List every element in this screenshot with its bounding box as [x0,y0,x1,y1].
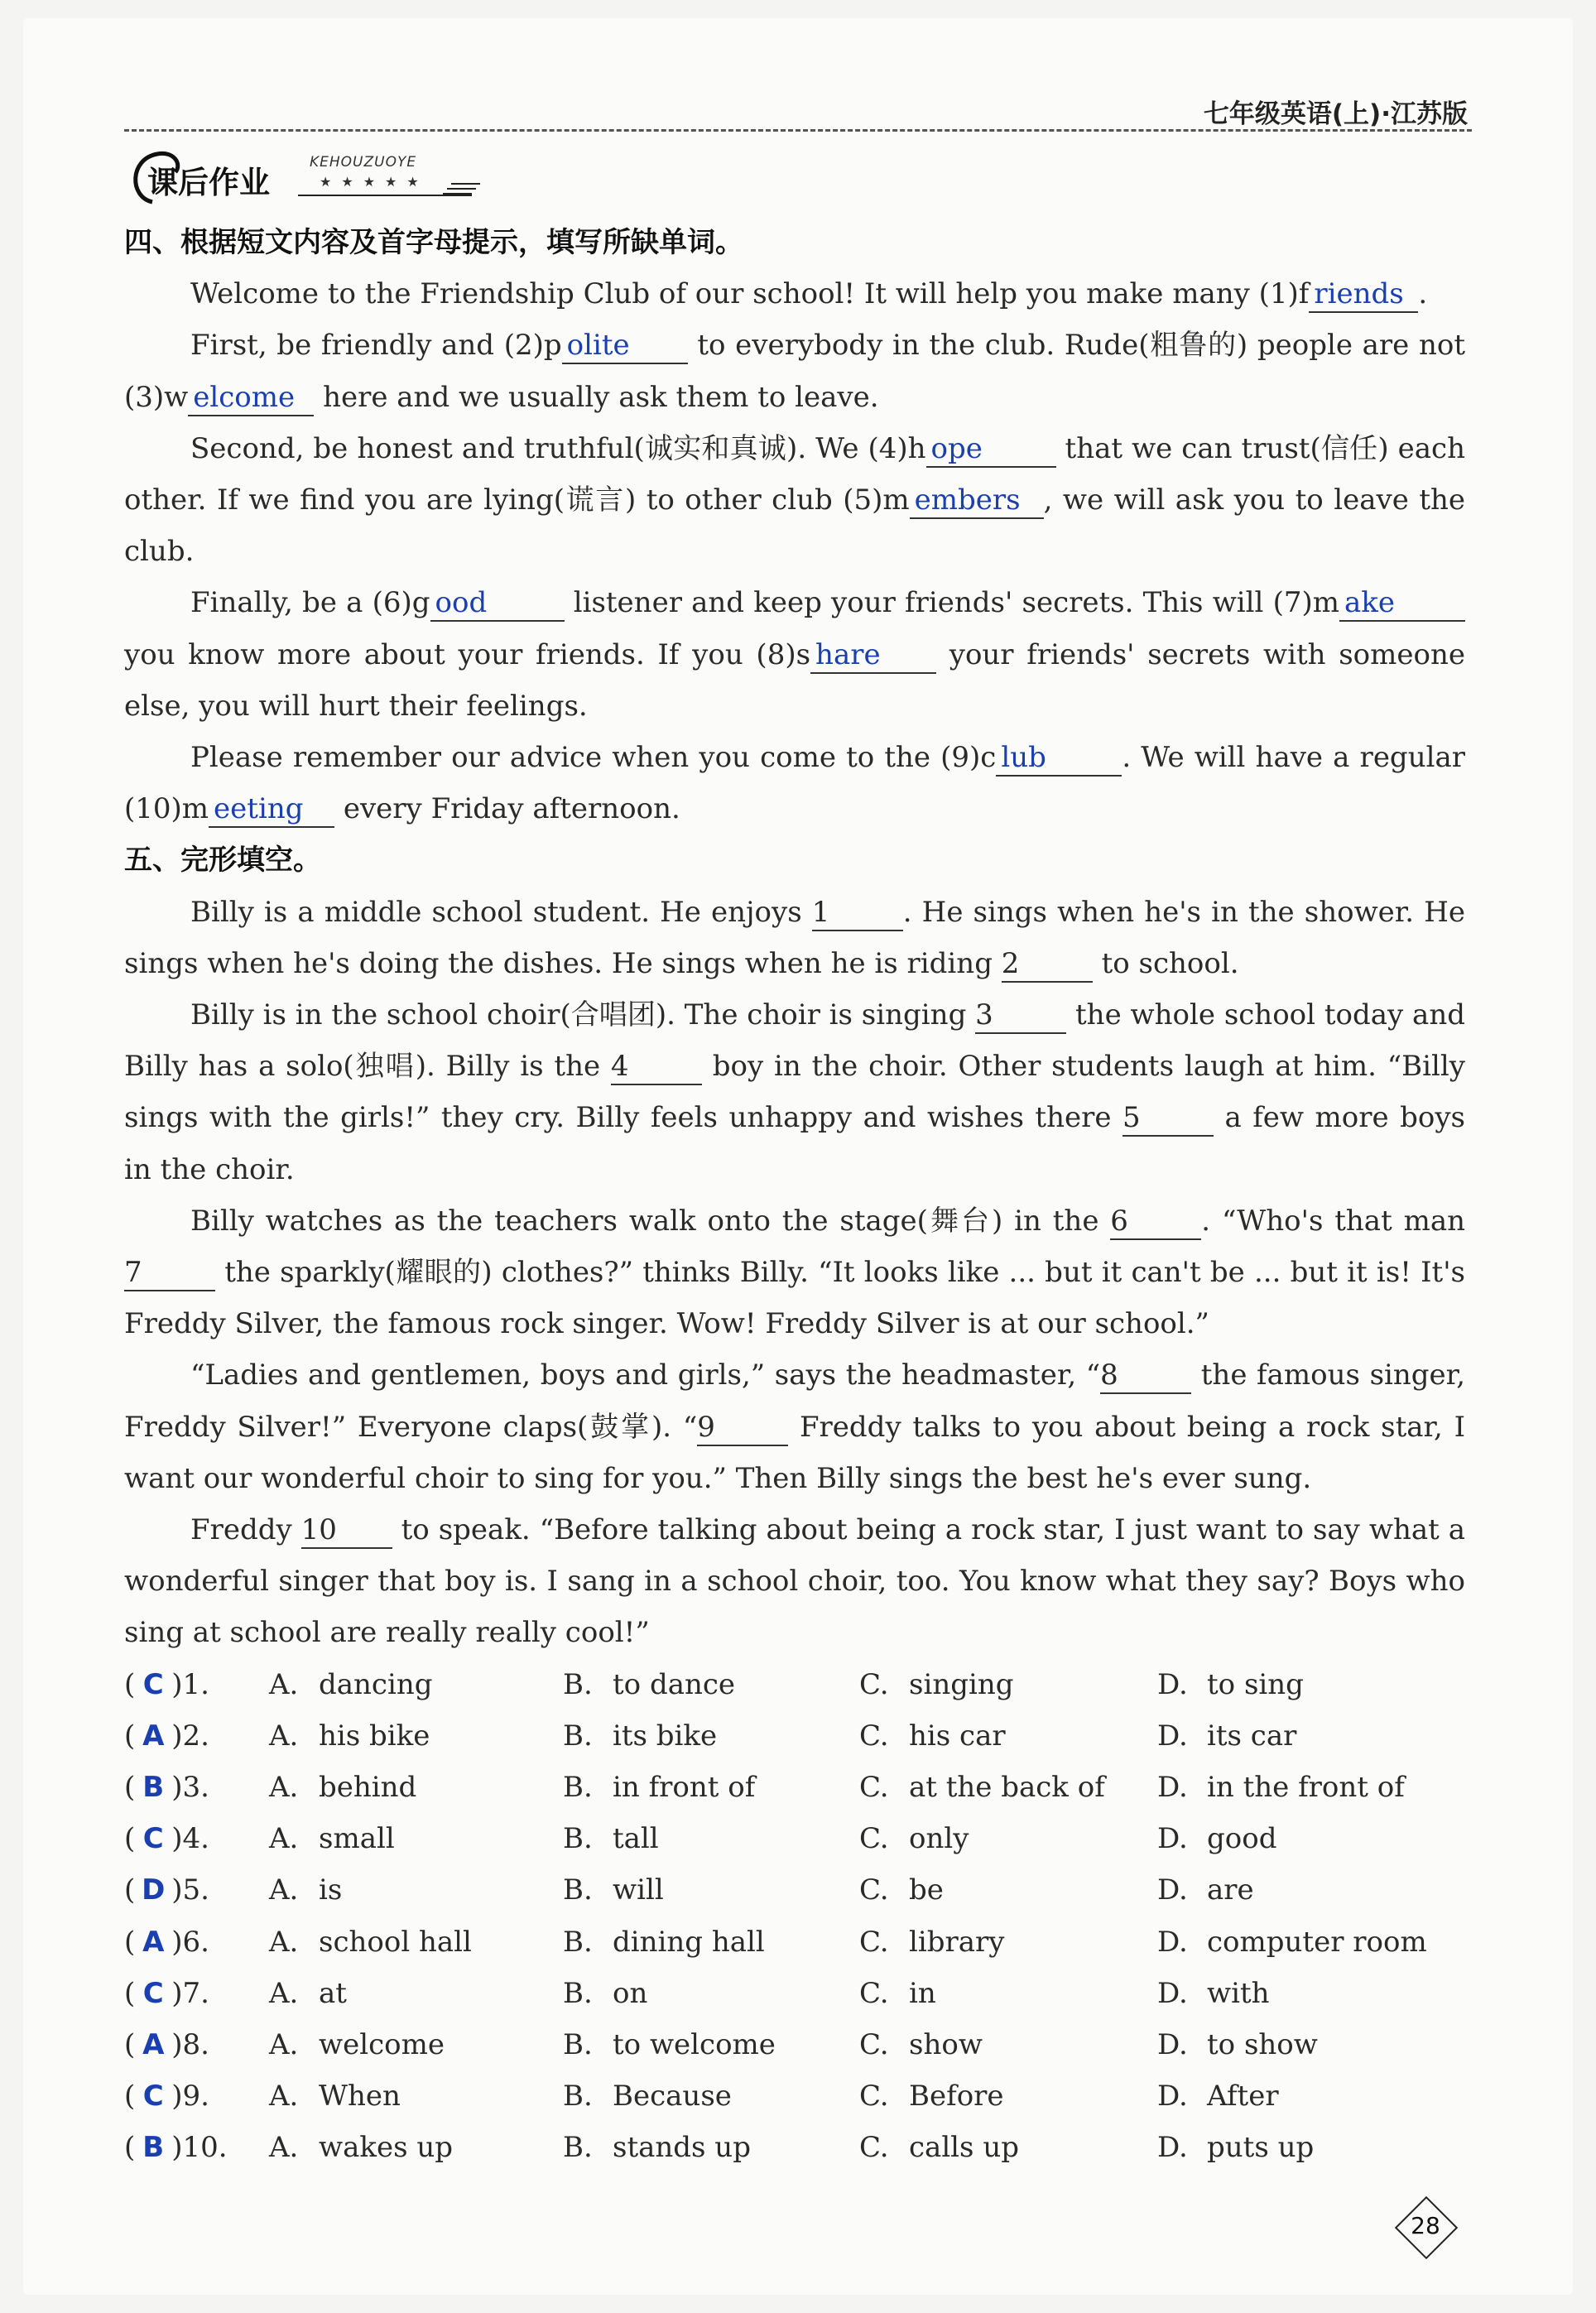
option-c[interactable]: calls up [909,2131,1019,2165]
worksheet-content [124,217,1465,2174]
question-row: ( C )1. A. dancing B. to dance C. singing D. to sing [124,1659,1465,1710]
cloze-paragraph: Freddy 10 to speak. “Before talking about being a rock star, I just want to say what a wonderful singer that boy is. I sang in a school choir, too. You know what they say? Boys who sing at school are really really cool!” [124,1513,1465,1650]
question-row: ( A )6. A. school hall B. dining hall C. library D. computer room [124,1916,1465,1968]
option-a[interactable]: dancing [319,1667,433,1701]
cloze-blank-8: 8 [1100,1358,1191,1394]
book-title: 七年级英语(上)·江苏版 [1203,99,1468,129]
answer-blank-10[interactable]: eeting [209,791,334,828]
selected-answer[interactable]: B [142,1771,165,1805]
option-a[interactable]: school hall [319,1925,472,1959]
paren-open: ( [124,2028,136,2061]
cloze-blank-7: 7 [124,1255,215,1291]
passage-paragraph: Welcome to the Friendship Club of our school! It will help you make many (1)f riends . [124,268,1465,320]
cloze-blank-5: 5 [1122,1100,1214,1137]
option-c[interactable]: be [909,1873,944,1907]
question-row: ( B )10. A. wakes up B. stands up C. calls up D. puts up [124,2122,1465,2173]
paren-open: ( [124,1976,136,2010]
cloze-blank-3: 3 [975,998,1066,1034]
section-4-heading: 四、根据短文内容及首字母提示，填写所缺单词。 [124,226,743,259]
answer-blank-3[interactable]: elcome [188,380,314,416]
options-list [124,1659,1465,2174]
cloze-paragraph: “Ladies and gentlemen, boys and girls,” says the headmaster, “8 the famous singer, Freddy Silver!” Everyone claps(鼓掌). “9 Freddy talks to you about being a rock star, I want our wonderful choir to sing for you.” Then Billy sings the best he's ever sung. [124,1358,1466,1495]
option-b[interactable]: stands up [613,2131,751,2165]
option-d[interactable]: puts up [1207,2131,1315,2165]
question-number: )4. [171,1822,209,1856]
banner-stars: ★★★★★ [320,174,429,190]
option-d[interactable]: to sing [1207,1667,1304,1701]
selected-answer[interactable]: A [142,2028,165,2061]
cloze-paragraph: Billy is in the school choir(合唱团). The choir is singing 3 the whole school today and Billy has a solo(独唱). Billy is the 4 boy in the choir. Other students laugh at him. “Billy sings with the girls!” they cry. Billy feels unhappy and wishes there 5 a few more boys in the choir. [124,998,1465,1186]
option-d[interactable]: its car [1207,1719,1297,1753]
option-d[interactable]: After [1207,2080,1279,2113]
cloze-blank-2: 2 [1002,946,1093,983]
option-b[interactable]: to dance [613,1667,736,1701]
option-b[interactable]: its bike [613,1719,718,1753]
passage-paragraph: Second, be honest and truthful(诚实和真诚). We (4)h ope that we can trust(信任) each other. If we find you are lying(谎言) to other club (5)m embers , we will ask you to leave the club. [124,431,1465,569]
selected-answer[interactable]: B [142,2131,165,2165]
question-row: ( A )2. A. his bike B. its bike C. his car D. its car [124,1710,1465,1762]
question-number: )3. [171,1771,209,1805]
answer-blank-7[interactable]: ake [1339,585,1465,622]
cloze-paragraph: Billy watches as the teachers walk onto the stage(舞台) in the 6 . “Who's that man 7 the sparkly(耀眼的) clothes?” thinks Billy. “It looks like ... but it can't be ... but it is! It's Freddy Silver, the famous rock singer. Wow! Freddy Silver is at our school.” [124,1204,1465,1341]
answer-blank-6[interactable]: ood [430,585,565,622]
section-5-heading: 五、完形填空。 [124,844,321,878]
question-number: )9. [171,2080,209,2113]
option-b[interactable]: will [613,1873,664,1907]
option-a[interactable]: wakes up [319,2131,454,2165]
option-a[interactable]: When [319,2080,401,2113]
option-b[interactable]: dining hall [613,1925,765,1959]
paren-open: ( [124,1873,136,1907]
selected-answer[interactable]: C [142,1822,164,1856]
option-c[interactable]: his car [909,1719,1006,1753]
page-number: 28 [1411,2212,1440,2239]
passage-paragraph: First, be friendly and (2)p olite to everybody in the club. Rude(粗鲁的) people are not (3)w elcome here and we usually ask them to leave. [124,320,1465,422]
paren-open: ( [124,2080,136,2113]
selected-answer[interactable]: C [142,1976,164,2010]
paren-open: ( [124,1667,136,1701]
cloze-blank-9: 9 [697,1410,788,1446]
option-a[interactable]: welcome [319,2028,445,2061]
option-a[interactable]: at [319,1976,347,2010]
option-c[interactable]: only [909,1822,969,1856]
option-d[interactable]: good [1207,1822,1277,1856]
selected-answer[interactable]: A [142,1719,165,1753]
page-number-badge [1396,2197,1455,2257]
selected-answer[interactable]: C [142,2080,164,2113]
cloze-blank-10: 10 [301,1512,392,1549]
option-b[interactable]: to welcome [613,2028,776,2061]
option-a[interactable]: small [319,1822,395,1856]
passage-paragraph: Please remember our advice when you come to the (9)c lub . We will have a regular (10)m eeting every Friday afternoon. [124,732,1465,834]
passage-paragraph: Finally, be a (6)g ood listener and keep your friends' secrets. This will (7)m ake you know more about your friends. If you (8)s hare your friends' secrets with someone else, you will hurt their feelings. [124,586,1465,723]
answer-blank-2[interactable]: olite [562,328,688,364]
option-d[interactable]: with [1207,1976,1270,2010]
option-c[interactable]: library [909,1925,1005,1959]
answer-blank-5[interactable]: embers [910,483,1044,519]
option-d[interactable]: are [1207,1873,1254,1907]
answer-blank-8[interactable]: hare [810,637,936,674]
banner-pinyin: KEHOUZUOYE [310,154,417,171]
question-number: )6. [171,1925,209,1959]
option-d[interactable]: computer room [1207,1925,1427,1959]
selected-answer[interactable]: A [142,1925,165,1959]
option-b[interactable]: tall [613,1822,659,1856]
option-b[interactable]: Because [613,2080,732,2113]
question-number: )8. [171,2028,209,2061]
paren-open: ( [124,1925,136,1959]
option-d[interactable]: in the front of [1207,1771,1405,1805]
paren-open: ( [124,1719,136,1753]
cloze-paragraph: Billy is a middle school student. He enjoys 1 . He sings when he's in the shower. He sings when he's doing the dishes. He sings when he is riding 2 to school. [124,887,1465,989]
option-a[interactable]: his bike [319,1719,430,1753]
selected-answer[interactable]: C [142,1667,164,1701]
option-d[interactable]: to show [1207,2028,1318,2061]
option-c[interactable]: singing [909,1667,1014,1701]
cloze-blank-4: 4 [611,1049,702,1085]
option-c[interactable]: in [909,1976,936,2010]
paren-open: ( [124,2131,136,2165]
cloze-blank-1: 1 [812,895,903,931]
answer-blank-1[interactable]: riends [1309,277,1418,313]
cloze-blank-6: 6 [1110,1204,1201,1240]
selected-answer[interactable]: D [142,1873,166,1907]
option-c[interactable]: at the back of [909,1771,1105,1805]
answer-blank-4[interactable]: ope [926,431,1056,468]
answer-blank-9[interactable]: lub [996,740,1122,777]
section-banner [124,147,497,209]
question-row: ( C )4. A. small B. tall C. only D. good [124,1813,1465,1864]
question-row: ( B )3. A. behind B. in front of C. at the back of D. in the front of [124,1762,1465,1813]
question-row: ( A )8. A. welcome B. to welcome C. show D. to show [124,2019,1465,2070]
paren-open: ( [124,1822,136,1856]
option-b[interactable]: on [613,1976,648,2010]
header-divider [124,129,1472,132]
question-number: )7. [171,1976,209,2010]
option-b[interactable]: in front of [613,1771,756,1805]
option-a[interactable]: behind [319,1771,417,1805]
option-c[interactable]: show [909,2028,983,2061]
option-a[interactable]: is [319,1873,343,1907]
question-number: )2. [171,1719,209,1753]
question-number: )5. [171,1873,209,1907]
paren-open: ( [124,1771,136,1805]
question-number: )1. [171,1667,209,1701]
question-row: ( C )9. A. When B. Because C. Before D. After [124,2070,1465,2122]
question-number: )10. [171,2131,228,2165]
question-row: ( C )7. A. at B. on C. in D. with [124,1968,1465,2019]
option-c[interactable]: Before [909,2080,1004,2113]
question-row: ( D )5. A. is B. will C. be D. are [124,1864,1465,1916]
banner-title: 课后作业 [147,165,270,200]
